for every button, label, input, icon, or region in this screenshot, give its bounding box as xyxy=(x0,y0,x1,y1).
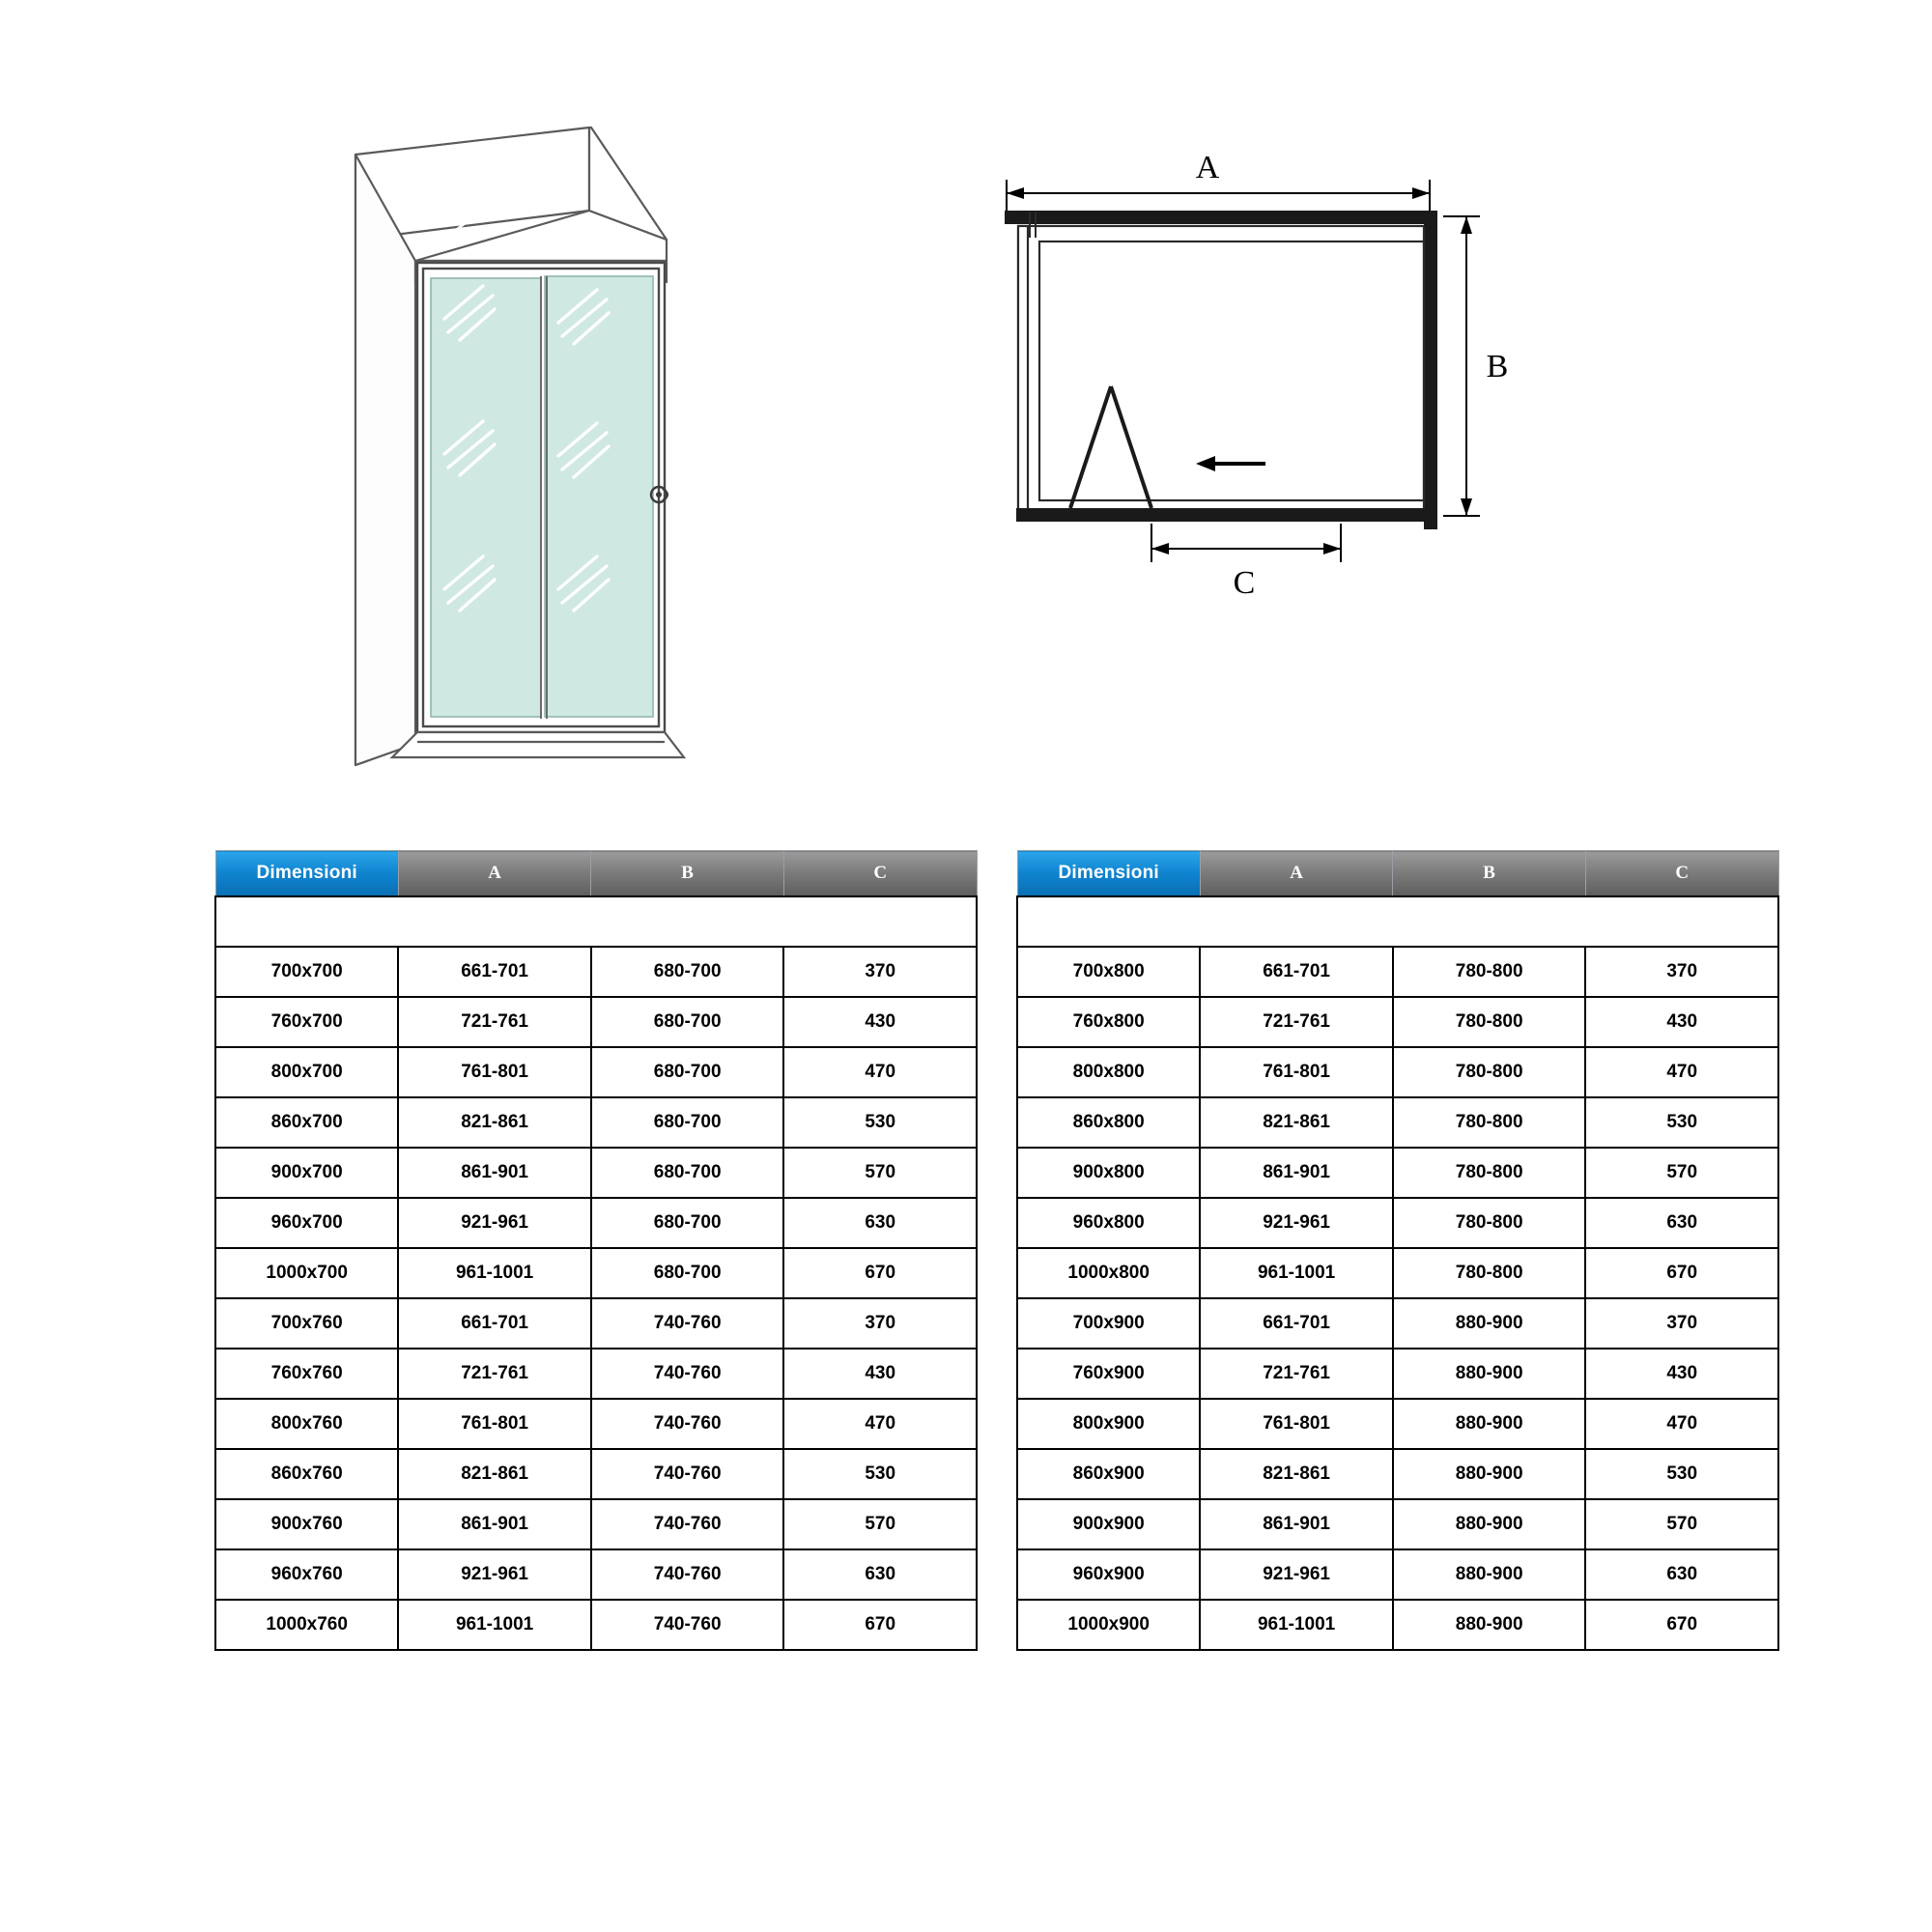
cell-size: 1000x900 xyxy=(1017,1600,1200,1650)
cell-a: 921-961 xyxy=(398,1549,591,1600)
cell-a: 821-861 xyxy=(1200,1097,1393,1148)
drawings-area xyxy=(0,0,1932,831)
table-spacer xyxy=(1017,896,1778,947)
table-row xyxy=(1017,1399,1778,1449)
cell-size: 1000x800 xyxy=(1017,1248,1200,1298)
cell-size: 900x760 xyxy=(215,1499,398,1549)
cell-a: 921-961 xyxy=(398,1198,591,1248)
cell-size: 800x700 xyxy=(215,1047,398,1097)
cell-a: 761-801 xyxy=(398,1047,591,1097)
door-swing-indicator xyxy=(1070,386,1151,508)
cell-b: 740-760 xyxy=(591,1549,784,1600)
cell-a: 761-801 xyxy=(1200,1047,1393,1097)
cell-c: 370 xyxy=(1585,1298,1778,1349)
table-row xyxy=(1017,1349,1778,1399)
cell-size: 960x800 xyxy=(1017,1198,1200,1248)
cell-size: 700x800 xyxy=(1017,947,1200,997)
table-row xyxy=(215,1399,977,1449)
table-row xyxy=(1017,947,1778,997)
cell-size: 900x800 xyxy=(1017,1148,1200,1198)
cell-c: 370 xyxy=(783,947,977,997)
cell-c: 630 xyxy=(1585,1198,1778,1248)
table-row xyxy=(215,1248,977,1298)
cell-a: 821-861 xyxy=(398,1097,591,1148)
label-a-top: A xyxy=(1195,150,1220,185)
cell-b: 740-760 xyxy=(591,1298,784,1349)
cell-c: 430 xyxy=(783,997,977,1047)
cell-b: 680-700 xyxy=(591,1047,784,1097)
cell-c: 670 xyxy=(1585,1600,1778,1650)
table-row xyxy=(215,1198,977,1248)
cell-b: 680-700 xyxy=(591,1248,784,1298)
cell-a: 761-801 xyxy=(398,1399,591,1449)
cell-size: 1000x760 xyxy=(215,1600,398,1650)
cell-b: 680-700 xyxy=(591,1148,784,1198)
glass-panel-right xyxy=(545,276,653,717)
table-row xyxy=(215,1600,977,1650)
cell-a: 761-801 xyxy=(1200,1399,1393,1449)
cell-b: 680-700 xyxy=(591,1097,784,1148)
bottom-rail xyxy=(1016,508,1426,522)
table-row xyxy=(1017,1198,1778,1248)
cell-c: 630 xyxy=(1585,1549,1778,1600)
cell-c: 470 xyxy=(783,1047,977,1097)
table-row xyxy=(1017,1600,1778,1650)
cell-b: 780-800 xyxy=(1393,1198,1586,1248)
cell-a: 921-961 xyxy=(1200,1549,1393,1600)
cell-c: 630 xyxy=(783,1549,977,1600)
cell-b: 880-900 xyxy=(1393,1399,1586,1449)
table-row xyxy=(215,997,977,1047)
cell-size: 1000x700 xyxy=(215,1248,398,1298)
table-row xyxy=(215,1549,977,1600)
cell-c: 470 xyxy=(1585,1047,1778,1097)
cell-a: 661-701 xyxy=(1200,1298,1393,1349)
cell-a: 661-701 xyxy=(398,947,591,997)
table-row xyxy=(215,1298,977,1349)
cell-a: 921-961 xyxy=(1200,1198,1393,1248)
cell-size: 860x700 xyxy=(215,1097,398,1148)
top-wall xyxy=(1005,211,1437,224)
cell-b: 680-700 xyxy=(591,947,784,997)
cell-a: 661-701 xyxy=(1200,947,1393,997)
table-row xyxy=(1017,1148,1778,1198)
cell-c: 530 xyxy=(1585,1449,1778,1499)
cell-a: 821-861 xyxy=(1200,1449,1393,1499)
header-b: B xyxy=(591,851,784,897)
cell-b: 740-760 xyxy=(591,1600,784,1650)
cell-size: 860x760 xyxy=(215,1449,398,1499)
cell-size: 760x760 xyxy=(215,1349,398,1399)
cell-c: 570 xyxy=(783,1499,977,1549)
header-dimensioni: Dimensioni xyxy=(215,851,398,897)
cell-size: 760x700 xyxy=(215,997,398,1047)
cell-size: 860x900 xyxy=(1017,1449,1200,1499)
cell-a: 961-1001 xyxy=(398,1600,591,1650)
cell-b: 680-700 xyxy=(591,1198,784,1248)
cell-c: 530 xyxy=(1585,1097,1778,1148)
cell-a: 721-761 xyxy=(398,997,591,1047)
header-c: C xyxy=(1585,851,1778,897)
cell-a: 861-901 xyxy=(398,1499,591,1549)
cell-a: 861-901 xyxy=(398,1148,591,1198)
cell-size: 700x900 xyxy=(1017,1298,1200,1349)
cell-b: 780-800 xyxy=(1393,997,1586,1047)
cell-c: 470 xyxy=(783,1399,977,1449)
cell-b: 880-900 xyxy=(1393,1449,1586,1499)
cell-b: 680-700 xyxy=(591,997,784,1047)
header-c: C xyxy=(783,851,977,897)
cell-c: 570 xyxy=(1585,1499,1778,1549)
cell-c: 670 xyxy=(783,1248,977,1298)
cell-c: 530 xyxy=(783,1097,977,1148)
cell-size: 700x760 xyxy=(215,1298,398,1349)
cell-b: 880-900 xyxy=(1393,1549,1586,1600)
cell-b: 880-900 xyxy=(1393,1600,1586,1650)
cell-c: 570 xyxy=(783,1148,977,1198)
cell-c: 530 xyxy=(783,1449,977,1499)
table-row xyxy=(215,1449,977,1499)
table-header-row xyxy=(215,851,977,897)
cell-size: 700x700 xyxy=(215,947,398,997)
table-row xyxy=(1017,1449,1778,1499)
cell-size: 860x800 xyxy=(1017,1097,1200,1148)
cell-c: 470 xyxy=(1585,1399,1778,1449)
cell-a: 861-901 xyxy=(1200,1499,1393,1549)
cell-b: 880-900 xyxy=(1393,1499,1586,1549)
table-row xyxy=(1017,997,1778,1047)
sliding-shower-door-3d-view xyxy=(348,116,908,792)
dimensions-table-left xyxy=(214,850,978,1651)
table-row xyxy=(1017,1248,1778,1298)
cell-size: 960x700 xyxy=(215,1198,398,1248)
cell-b: 780-800 xyxy=(1393,1148,1586,1198)
cell-size: 800x800 xyxy=(1017,1047,1200,1097)
cell-size: 760x900 xyxy=(1017,1349,1200,1399)
table-row xyxy=(1017,1549,1778,1600)
cell-a: 721-761 xyxy=(398,1349,591,1399)
header-b: B xyxy=(1393,851,1586,897)
cell-a: 861-901 xyxy=(1200,1148,1393,1198)
cell-b: 740-760 xyxy=(591,1499,784,1549)
cell-b: 740-760 xyxy=(591,1399,784,1449)
cell-a: 661-701 xyxy=(398,1298,591,1349)
cell-b: 880-900 xyxy=(1393,1349,1586,1399)
cell-c: 670 xyxy=(783,1600,977,1650)
label-c-bottom: C xyxy=(1233,565,1256,601)
glass-panel-left xyxy=(431,278,541,717)
cell-size: 800x760 xyxy=(215,1399,398,1449)
cell-c: 670 xyxy=(1585,1248,1778,1298)
cell-size: 900x900 xyxy=(1017,1499,1200,1549)
table-row xyxy=(1017,1047,1778,1097)
cell-a: 961-1001 xyxy=(1200,1600,1393,1650)
header-a: A xyxy=(1200,851,1393,897)
dimensions-table-right xyxy=(1016,850,1779,1651)
cell-c: 630 xyxy=(783,1198,977,1248)
slide-direction-arrow xyxy=(1196,456,1265,471)
cell-c: 430 xyxy=(783,1349,977,1399)
cell-c: 430 xyxy=(1585,1349,1778,1399)
cell-a: 961-1001 xyxy=(398,1248,591,1298)
table-row xyxy=(1017,1298,1778,1349)
cell-b: 780-800 xyxy=(1393,1097,1586,1148)
cell-size: 960x900 xyxy=(1017,1549,1200,1600)
table-row xyxy=(215,1499,977,1549)
right-wall xyxy=(1424,211,1437,529)
cell-size: 900x700 xyxy=(215,1148,398,1198)
table-spacer xyxy=(215,896,977,947)
table-row xyxy=(215,1097,977,1148)
table-header-row xyxy=(1017,851,1778,897)
header-dimensioni: Dimensioni xyxy=(1017,851,1200,897)
cell-b: 880-900 xyxy=(1393,1298,1586,1349)
shower-enclosure-top-plan-view xyxy=(985,145,1623,782)
cell-b: 780-800 xyxy=(1393,1248,1586,1298)
table-row xyxy=(1017,1499,1778,1549)
cell-a: 721-761 xyxy=(1200,997,1393,1047)
label-b-right: B xyxy=(1486,349,1509,384)
cell-size: 960x760 xyxy=(215,1549,398,1600)
table-row xyxy=(215,1349,977,1399)
cell-c: 370 xyxy=(783,1298,977,1349)
cell-c: 430 xyxy=(1585,997,1778,1047)
cell-size: 760x800 xyxy=(1017,997,1200,1047)
cell-b: 780-800 xyxy=(1393,1047,1586,1097)
cell-b: 740-760 xyxy=(591,1449,784,1499)
cell-a: 721-761 xyxy=(1200,1349,1393,1399)
table-row xyxy=(215,1148,977,1198)
cell-c: 570 xyxy=(1585,1148,1778,1198)
cell-b: 740-760 xyxy=(591,1349,784,1399)
cell-a: 961-1001 xyxy=(1200,1248,1393,1298)
cell-a: 821-861 xyxy=(398,1449,591,1499)
table-row xyxy=(215,1047,977,1097)
cell-b: 780-800 xyxy=(1393,947,1586,997)
cell-size: 800x900 xyxy=(1017,1399,1200,1449)
table-row xyxy=(1017,1097,1778,1148)
header-a: A xyxy=(398,851,591,897)
cell-c: 370 xyxy=(1585,947,1778,997)
table-row xyxy=(215,947,977,997)
